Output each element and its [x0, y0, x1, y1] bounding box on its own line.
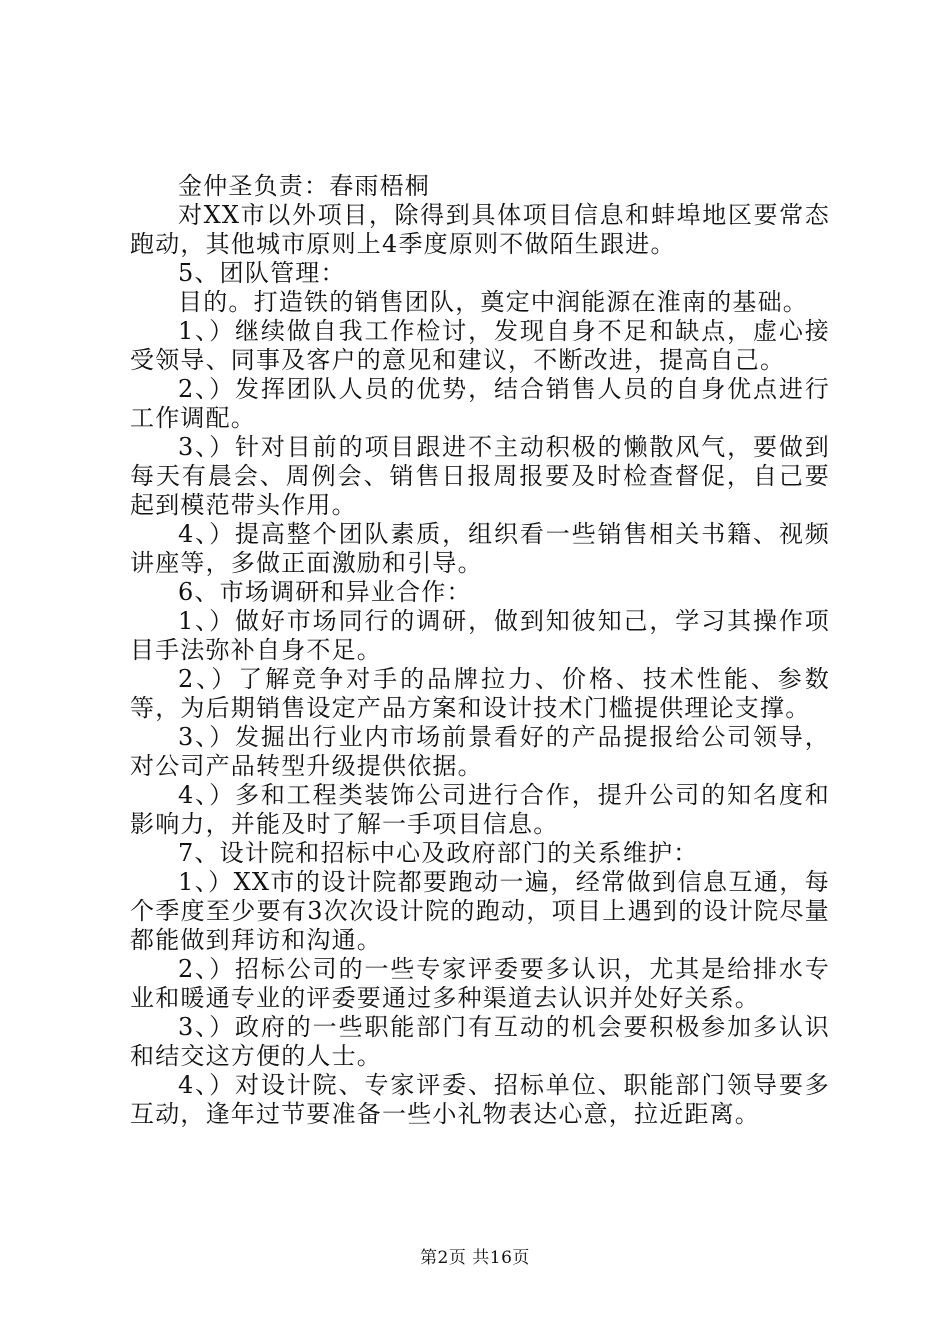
section-heading: 6、市场调研和异业合作： [178, 578, 472, 606]
paragraph: 金仲圣负责：春雨梧桐 [178, 172, 430, 200]
list-item: 3、）发掘出行业内市场前景看好的产品提报给公司领导，对公司产品转型升级提供依据。 [130, 723, 830, 780]
list-item: 3、）针对目前的项目跟进不主动积极的懒散风气，要做到每天有晨会、周例会、销售日报周报要及时检查督促，自己要起到模范带头作用。 [130, 433, 830, 519]
section-heading: 5、团队管理： [178, 259, 346, 287]
page-number-footer: 第2页 共16页 [420, 1248, 530, 1268]
document-body [130, 172, 830, 1129]
list-item: 1、）XX市的设计院都要跑动一遍，经常做到信息互通，每个季度至少要有3次次设计院的跑动，项目上遇到的设计院尽量都能做到拜访和沟通。 [130, 868, 830, 954]
list-item: 2、）招标公司的一些专家评委要多认识，尤其是给排水专业和暖通专业的评委要通过多种渠道去认识并处好关系。 [130, 955, 830, 1012]
list-item: 4、）多和工程类装饰公司进行合作，提升公司的知名度和影响力，并能及时了解一手项目信息。 [130, 781, 830, 838]
paragraph: 对XX市以外项目，除得到具体项目信息和蚌埠地区要常态跑动，其他城市原则上4季度原则不做陌生跟进。 [130, 201, 830, 258]
list-item: 1、）做好市场同行的调研，做到知彼知己，学习其操作项目手法弥补自身不足。 [130, 607, 830, 664]
list-item: 4、）提高整个团队素质，组织看一些销售相关书籍、视频讲座等，多做正面激励和引导。 [130, 520, 830, 577]
list-item: 1、）继续做自我工作检讨，发现自身不足和缺点，虚心接受领导、同事及客户的意见和建议，不断改进，提高自己。 [130, 317, 830, 374]
paragraph: 目的。打造铁的销售团队，奠定中润能源在淮南的基础。 [178, 288, 808, 316]
list-item: 4、）对设计院、专家评委、招标单位、职能部门领导要多互动，逢年过节要准备一些小礼物表达心意，拉近距离。 [130, 1071, 830, 1128]
list-item: 2、）了解竞争对手的品牌拉力、价格、技术性能、参数等，为后期销售设定产品方案和设计技术门槛提供理论支撑。 [130, 665, 830, 722]
section-heading: 7、设计院和招标中心及政府部门的关系维护： [178, 839, 699, 867]
list-item: 2、）发挥团队人员的优势，结合销售人员的自身优点进行工作调配。 [130, 375, 830, 432]
list-item: 3、）政府的一些职能部门有互动的机会要积极参加多认识和结交这方便的人士。 [130, 1013, 830, 1070]
